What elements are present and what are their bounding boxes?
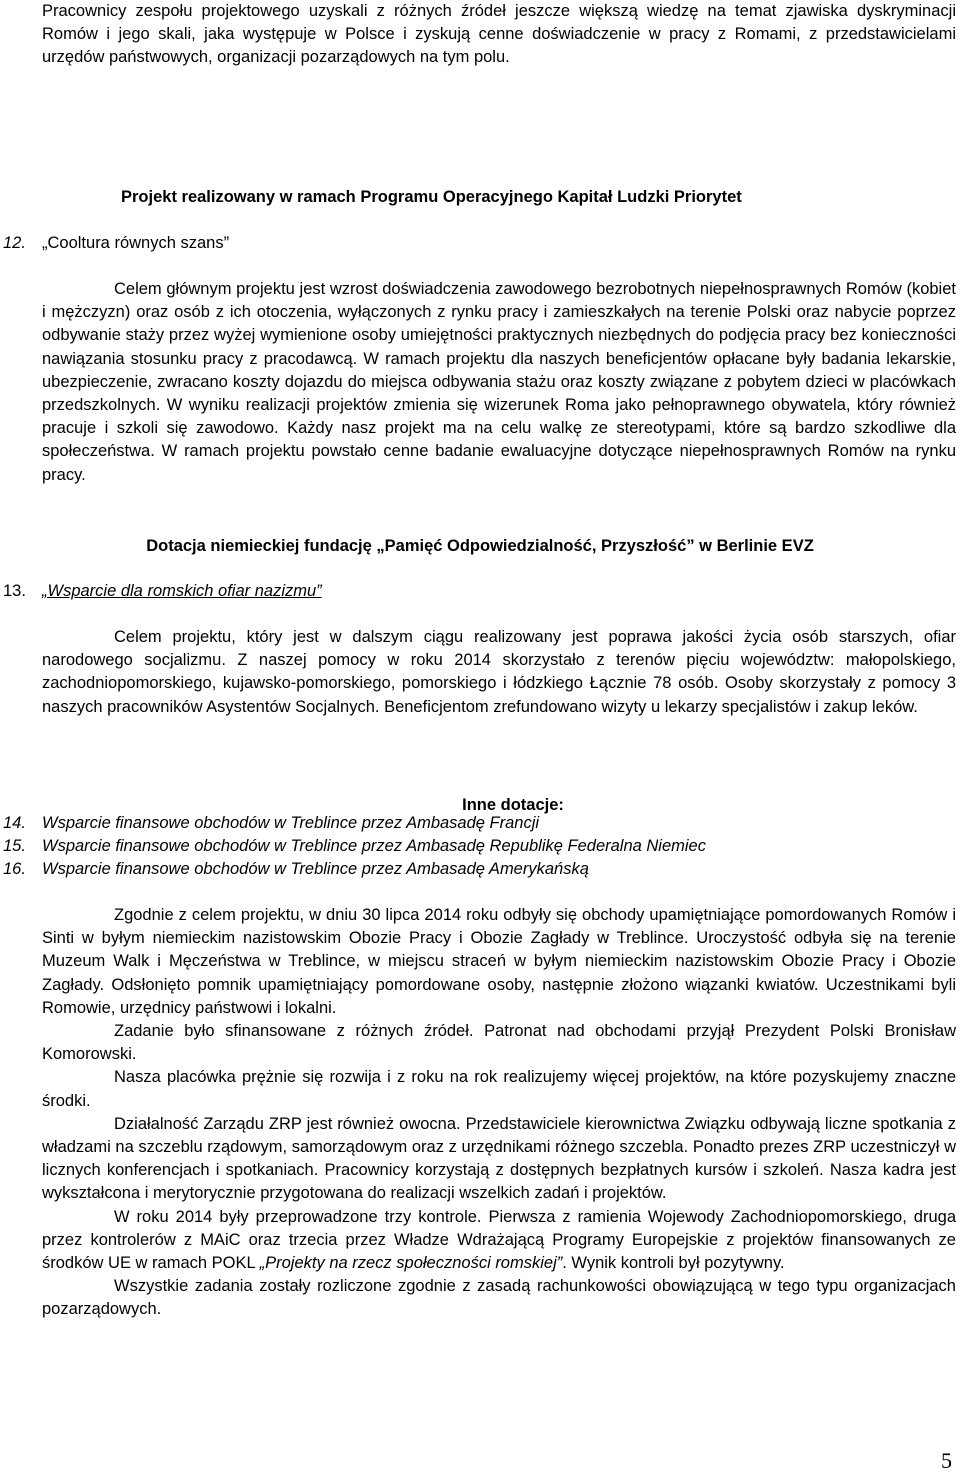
closing-paragraph-4: Działalność Zarządu ZRP jest również owocna. Przedstawiciele kierownictwa Związku odbywają liczne spotkania z władzami na szczeblu rządowym, samorządowym oraz z urzędnikami różnego szczebla. Ponadto prezes ZRP uczestniczył w licznych konferencjach i spotkaniach. Pracownicy korzystają z dostępnych bezpłatnych kursów i szkoleń. Nasza kadra jest wykształcona i merytorycznie przygotowana do realizacji wszelkich zadań i projektów. bbox=[42, 1114, 956, 1203]
project-13-number: 13. bbox=[3, 582, 26, 600]
pokl-project-name: „Projekty na rzecz społeczności romskiej” bbox=[259, 1254, 563, 1273]
grant-text: Wsparcie finansowe obchodów w Treblince przez Ambasadę Francji bbox=[42, 814, 540, 832]
closing-section bbox=[42, 904, 956, 1322]
project-12-number: 12. bbox=[3, 234, 26, 252]
closing-paragraph-3: Nasza placówka prężnie się rozwija i z roku na rok realizujemy więcej projektów, na które pozyskujemy znaczne środki. bbox=[42, 1068, 956, 1110]
closing-paragraph-5 bbox=[42, 1206, 956, 1276]
closing-paragraph-6: Wszystkie zadania zostały rozliczone zgodnie z zasadą rachunkowości obowiązującą w tego typu organizacjach pozarządowych. bbox=[42, 1277, 956, 1319]
project-13-title: „Wsparcie dla romskich ofiar nazizmu” bbox=[42, 582, 322, 600]
intro-paragraph: Pracownicy zespołu projektowego uzyskali z różnych źródeł jeszcze większą wiedzę na temat zjawiska dyskryminacji Romów i jego skali, jaka występuje w Polsce i zyskują cenne doświadczenie w pracy z Romami, z przedstawicielami urzędów państwowych, organizacji pozarządowych na tym polu. bbox=[42, 2, 956, 67]
closing-paragraph-1: Zgodnie z celem projektu, w dniu 30 lipca 2014 roku odbyły się obchody upamiętniające pomordowanych Romów i Sinti w byłym niemieckim nazistowskim Obozie Pracy i Obozie Zagłady w Treblince. Uroczystość odbyła się na terenie Muzeum Walk i Męczeństwa w Treblince, w miejscu straceń w byłym niemieckim nazistowskim Obozie Pracy i Obozie Zagłady. Odsłonięto pomnik upamiętniający pomordowane osoby, następnie złożono wiązanki kwiatów. Uczestnikami byli Romowie, urzędnicy państwowi i lokalni. bbox=[42, 906, 956, 1017]
program-heading: Projekt realizowany w ramach Programu Operacyjnego Kapitał Ludzki Priorytet bbox=[121, 188, 742, 206]
closing-paragraph-5-main: W roku 2014 były przeprowadzone trzy kontrole. Pierwsza z ramienia Wojewody Zachodniopomorskiego, druga przez kontrolerów z MAiC oraz trzecia przez Władze Wdrażającą Programy Europejskie z projektów finansowanych ze środków UE w ramach POKL bbox=[42, 1207, 956, 1273]
other-grants-heading: Inne dotacje: bbox=[462, 796, 564, 814]
closing-paragraph-2: Zadanie było sfinansowane z różnych źródeł. Patronat nad obchodami przyjął Prezydent Polski Bronisław Komorowski. bbox=[42, 1022, 956, 1064]
grant-number: 14. bbox=[3, 814, 26, 832]
project-13-body: Celem projektu, który jest w dalszym ciągu realizowany jest poprawa jakości życia osób starszych, ofiar narodowego socjalizmu. Z naszej pomocy w roku 2014 skorzystało z terenów pięciu województw: małopolskiego, zachodniopomorskiego, kujawsko-pomorskiego, pomorskiego i łódzkiego Łącznie 78 osób. Osoby skorzystały z pomocy 3 naszych pracowników Asystentów Socjalnych. Beneficjentom zrefundowano wizyty u lekarzy specjalistów i zakup leków. bbox=[42, 628, 956, 716]
project-12-body: Celem głównym projektu jest wzrost doświadczenia zawodowego bezrobotnych niepełnosprawnych Romów (kobiet i mężczyzn) oraz osób z ich otoczenia, wyłączonych z rynku pracy i zamieszkałych na terenie Polski oraz nabycie poprzez odbywanie staży przez wyżej wymienione osoby umiejętności praktycznych niezbędnych do podjęcia pracy bez konieczności nawiązania stosunku pracy z pracodawcą. W ramach projektu dla naszych beneficjentów opłacane były badania lekarskie, ubezpieczenie, zwracano koszty dojazdu do miejsca odbywania stażu oraz koszty związane z pobytem dzieci w placówkach przedszkolnych. W wyniku realizacji projektów zmienia się wizerunek Roma jako pełnoprawnego obywatela, który również pracuje i szkoli się zawodowo. Każdy nasz projekt ma na celu walkę ze stereotypami, które są bardzo szkodliwe dla społeczeństwa. W ramach projektu powstało cenne badanie ewaluacyjne dotyczące niepełnosprawnych Romów na rynku pracy. bbox=[42, 280, 956, 484]
grant-text: Wsparcie finansowe obchodów w Treblince przez Ambasadę Amerykańską bbox=[42, 860, 589, 878]
page-number: 5 bbox=[941, 1448, 952, 1473]
grant-number: 16. bbox=[3, 860, 26, 878]
funding-heading: Dotacja niemieckiej fundację „Pamięć Odpowiedzialność, Przyszłość” w Berlinie EVZ bbox=[146, 537, 814, 555]
closing-paragraph-5-end: . Wynik kontroli był pozytywny. bbox=[562, 1254, 785, 1273]
grant-number: 15. bbox=[3, 837, 26, 855]
grant-text: Wsparcie finansowe obchodów w Treblince przez Ambasadę Republikę Federalna Niemiec bbox=[42, 837, 706, 855]
project-12-title: „Cooltura równych szans” bbox=[42, 234, 230, 252]
